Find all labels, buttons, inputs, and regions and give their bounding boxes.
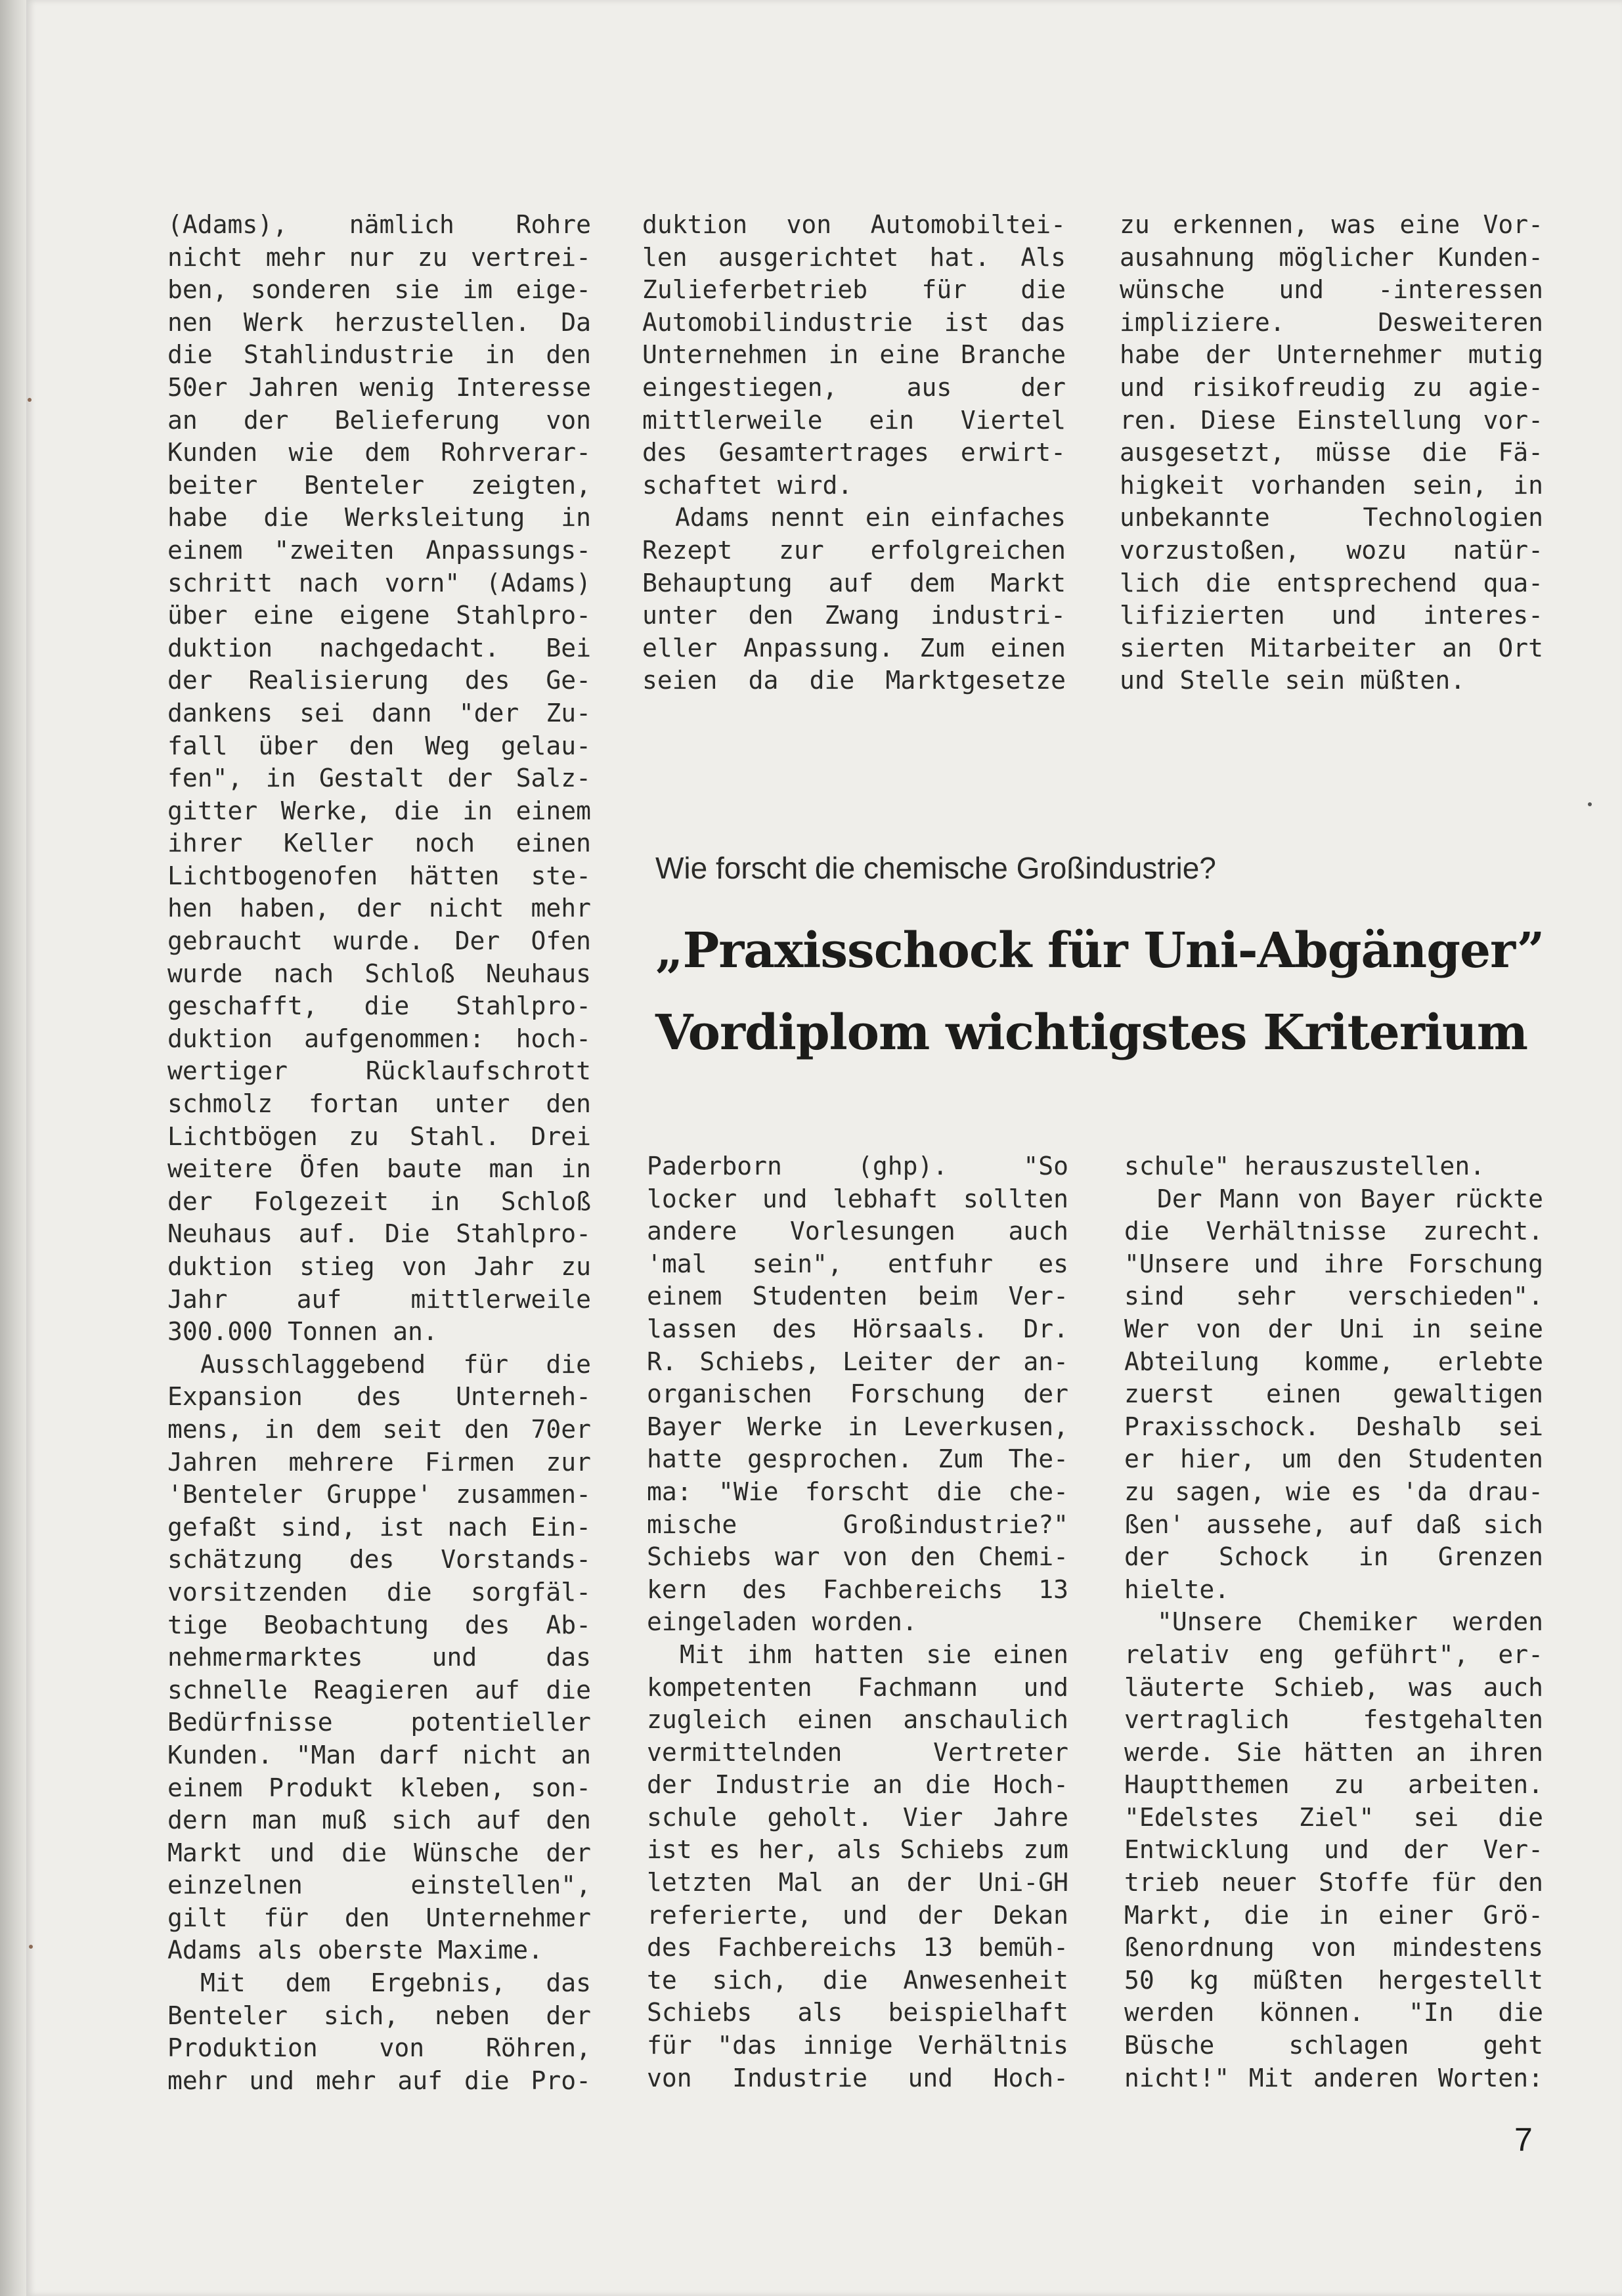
text-line: referierte, und der Dekan <box>647 1900 1068 1930</box>
text-line: Bayer Werke in Leverkusen, <box>647 1412 1068 1441</box>
text-line: die Verhältnisse zurecht. <box>1124 1217 1543 1246</box>
text-line: unbekannte Technologien <box>1120 503 1543 532</box>
text-line: Rezept zur erfolgreichen <box>642 535 1066 565</box>
text-line: Expansion des Unterneh- <box>167 1382 591 1412</box>
text-line: Lichtbogenofen hätten ste- <box>167 861 591 890</box>
text-line: vermittelnden Vertreter <box>647 1737 1068 1767</box>
text-line: werde. Sie hätten an ihren <box>1124 1737 1543 1767</box>
text-line: Markt und die Wünsche der <box>167 1838 591 1867</box>
text-line: 300.000 Tonnen an. <box>167 1317 438 1347</box>
text-line: Der Mann von Bayer rückte <box>1157 1184 1543 1213</box>
text-line: mittlerweile ein Viertel <box>642 405 1066 435</box>
text-line: impliziere. Desweiteren <box>1120 307 1543 337</box>
article-column-2 <box>1124 1150 1543 2094</box>
text-line: einzelnen einstellen", <box>167 1871 591 1900</box>
text-line: Paderborn (ghp). "So <box>647 1152 1068 1180</box>
text-line: Mit dem Ergebnis, das <box>200 1968 591 1998</box>
text-line: vorzustoßen, wozu natür- <box>1120 535 1543 565</box>
text-line: gebraucht wurde. Der Ofen <box>167 926 591 956</box>
text-line: lassen des Hörsaals. Dr. <box>647 1314 1068 1343</box>
text-line: gitter Werke, die in einem <box>167 796 591 825</box>
text-line: locker und lebhaft sollten <box>647 1184 1068 1213</box>
text-line: und Stelle sein müßten. <box>1120 666 1466 695</box>
text-line: gefaßt sind, ist nach Ein- <box>167 1512 591 1542</box>
text-line: für "das innige Verhältnis <box>647 2031 1068 2060</box>
text-line: Kunden. "Man darf nicht an <box>167 1740 591 1769</box>
text-line: wurde nach Schloß Neuhaus <box>167 959 591 988</box>
text-line: ausgesetzt, müsse die Fä- <box>1120 438 1543 467</box>
text-line: 'mal sein", entfuhr es <box>647 1249 1068 1278</box>
text-line: dankens sei dann "der Zu- <box>167 698 591 727</box>
text-line: "Unsere und ihre Forschung <box>1124 1249 1543 1278</box>
text-line: R. Schiebs, Leiter der an- <box>647 1347 1068 1376</box>
text-line: tige Beobachtung des Ab- <box>167 1610 591 1639</box>
text-line: gilt für den Unternehmer <box>167 1903 591 1932</box>
text-line: wünsche und -interessen <box>1120 275 1543 305</box>
text-line: einem Produkt kleben, son- <box>167 1773 591 1802</box>
text-line: organischen Forschung der <box>647 1379 1068 1409</box>
page-number: 7 <box>1514 2121 1533 2158</box>
text-line: Zulieferbetrieb für die <box>642 275 1066 305</box>
text-line: Produktion von Röhren, <box>167 2033 591 2063</box>
text-line: Jahren mehrere Firmen zur <box>167 1447 591 1477</box>
text-line: ßen' aussehe, auf daß sich <box>1124 1509 1543 1539</box>
text-line: schmolz fortan unter den <box>167 1089 591 1119</box>
text-line: Adams nennt ein einfaches <box>675 503 1066 532</box>
margin-speck <box>1588 802 1592 806</box>
text-line: Büsche schlagen geht <box>1124 2031 1543 2060</box>
text-line: nen Werk herzustellen. Da <box>167 307 591 337</box>
text-column-3 <box>1120 209 1543 697</box>
text-line: zu erkennen, was eine Vor- <box>1120 210 1543 239</box>
text-line: fen", in Gestalt der Salz- <box>167 764 591 793</box>
text-line: zugleich einen anschaulich <box>647 1705 1068 1735</box>
text-line: habe die Werksleitung in <box>167 503 591 532</box>
text-line: der Industrie an die Hoch- <box>647 1770 1068 1800</box>
text-line: der Realisierung des Ge- <box>167 666 591 695</box>
text-line: te sich, die Anwesenheit <box>647 1965 1068 1995</box>
text-line: des Gesamtertrages erwirt- <box>642 438 1066 467</box>
text-line: lifizierten und interes- <box>1120 601 1543 630</box>
text-line: Neuhaus auf. Die Stahlpro- <box>167 1219 591 1249</box>
text-line: eller Anpassung. Zum einen <box>642 633 1066 662</box>
text-line: schaftet wird. <box>642 470 853 500</box>
text-line: duktion stieg von Jahr zu <box>167 1252 591 1281</box>
text-line: einem "zweiten Anpassungs- <box>167 535 591 565</box>
text-column-2 <box>642 209 1066 697</box>
text-line: "Unsere Chemiker werden <box>1157 1607 1543 1637</box>
margin-speck <box>29 1945 33 1949</box>
text-line: eingestiegen, aus der <box>642 372 1066 402</box>
text-line: letzten Mal an der Uni-GH <box>647 1868 1068 1897</box>
text-line: duktion aufgenommen: hoch- <box>167 1024 591 1053</box>
text-line: Jahr auf mittlerweile <box>167 1284 591 1314</box>
text-line: andere Vorlesungen auch <box>647 1217 1068 1246</box>
text-line: seien da die Marktgesetze <box>642 666 1066 695</box>
text-line: ren. Diese Einstellung vor- <box>1120 405 1543 435</box>
text-line: kompetenten Fachmann und <box>647 1672 1068 1702</box>
text-line: Mit ihm hatten sie einen <box>680 1639 1068 1669</box>
text-line: ma: "Wie forscht die che- <box>647 1477 1068 1506</box>
text-line: einem Studenten beim Ver- <box>647 1282 1068 1311</box>
text-line: Behauptung auf dem Markt <box>642 568 1066 597</box>
text-line: vorsitzenden die sorgfäl- <box>167 1577 591 1607</box>
text-line: ihrer Keller noch einen <box>167 829 591 858</box>
text-line: ausahnung möglicher Kunden- <box>1120 242 1543 272</box>
article-kicker: Wie forscht die chemische Großindustrie? <box>655 851 1216 885</box>
text-line: schritt nach vorn" (Adams) <box>167 568 591 597</box>
text-line: "Edelstes Ziel" sei die <box>1124 1802 1543 1832</box>
text-line: zuerst einen gewaltigen <box>1124 1379 1543 1409</box>
text-line: hielte. <box>1124 1574 1230 1604</box>
text-line: Automobilindustrie ist das <box>642 307 1066 337</box>
text-line: ben, sonderen sie im eige- <box>167 275 591 305</box>
text-line: ßenordnung von mindestens <box>1124 1933 1543 1962</box>
text-line: wertiger Rücklaufschrott <box>167 1056 591 1086</box>
text-line: an der Belieferung von <box>167 405 591 435</box>
text-line: hatte gesprochen. Zum The- <box>647 1444 1068 1474</box>
text-line: sierten Mitarbeiter an Ort <box>1120 633 1543 662</box>
text-line: Entwicklung und der Ver- <box>1124 1835 1543 1865</box>
text-line: der Folgezeit in Schloß <box>167 1186 591 1216</box>
text-line: läuterte Schieb, was auch <box>1124 1672 1543 1702</box>
text-line: habe der Unternehmer mutig <box>1120 340 1543 370</box>
text-line: Abteilung komme, erlebte <box>1124 1347 1543 1376</box>
text-line: von Industrie und Hoch- <box>647 2063 1068 2092</box>
text-line: der Schock in Grenzen <box>1124 1542 1543 1572</box>
text-line: schnelle Reagieren auf die <box>167 1675 591 1704</box>
text-line: Ausschlaggebend für die <box>200 1349 591 1379</box>
text-line: mehr und mehr auf die Pro- <box>167 2066 591 2095</box>
text-line: Schiebs war von den Chemi- <box>647 1542 1068 1572</box>
text-line: Adams als oberste Maxime. <box>167 1936 543 1965</box>
text-line: dern man muß sich auf den <box>167 1806 591 1835</box>
text-line: Bedürfnisse potentieller <box>167 1708 591 1737</box>
text-line: Schiebs als beispielhaft <box>647 1998 1068 2027</box>
text-line: relativ eng geführt", er- <box>1124 1639 1543 1669</box>
text-line: Kunden wie dem Rohrverar- <box>167 438 591 467</box>
text-line: geschafft, die Stahlpro- <box>167 991 591 1021</box>
text-line: Unternehmen in eine Branche <box>642 340 1066 370</box>
text-line: nicht!" Mit anderen Worten: <box>1124 2063 1543 2092</box>
text-line: Hauptthemen zu arbeiten. <box>1124 1770 1543 1800</box>
text-line: trieb neuer Stoffe für den <box>1124 1868 1543 1897</box>
article-subheadline: Vordiplom wichtigstes Kriterium <box>655 1005 1528 1061</box>
text-line: hen haben, der nicht mehr <box>167 894 591 923</box>
article-headline: „Praxisschock für Uni-Abgänger” <box>655 922 1545 979</box>
text-line: über eine eigene Stahlpro- <box>167 601 591 630</box>
text-line: nehmermarktes und das <box>167 1643 591 1672</box>
text-line: werden können. "In die <box>1124 1998 1543 2027</box>
text-line: zu sagen, wie es 'da drau- <box>1124 1477 1543 1506</box>
text-line: schule" herauszustellen. <box>1124 1152 1485 1180</box>
text-line: duktion von Automobiltei- <box>642 210 1066 239</box>
text-line: Lichtbögen zu Stahl. Drei <box>167 1121 591 1151</box>
text-line: Markt, die in einer Grö- <box>1124 1900 1543 1930</box>
text-line: kern des Fachbereichs 13 <box>647 1574 1068 1604</box>
text-line: weitere Öfen baute man in <box>167 1154 591 1184</box>
text-line: sind sehr verschieden". <box>1124 1282 1543 1311</box>
text-line: Wer von der Uni in seine <box>1124 1314 1543 1343</box>
text-line: mens, in dem seit den 70er <box>167 1414 591 1444</box>
text-line: nicht mehr nur zu vertrei- <box>167 242 591 272</box>
text-line: Benteler sich, neben der <box>167 2001 591 2030</box>
text-line: 50 kg müßten hergestellt <box>1124 1965 1543 1995</box>
text-line: eingeladen worden. <box>647 1607 917 1637</box>
text-line: fall über den Weg gelau- <box>167 731 591 760</box>
text-line: 'Benteler Gruppe' zusammen- <box>167 1480 591 1509</box>
text-line: lich die entsprechend qua- <box>1120 568 1543 597</box>
text-line: schule geholt. Vier Jahre <box>647 1802 1068 1832</box>
text-line: er hier, um den Studenten <box>1124 1444 1543 1474</box>
article-column-1 <box>647 1150 1068 2094</box>
text-line: schätzung des Vorstands- <box>167 1545 591 1574</box>
text-line: beiter Benteler zeigten, <box>167 470 591 500</box>
text-line: ist es her, als Schiebs zum <box>647 1835 1068 1865</box>
text-line: unter den Zwang industri- <box>642 601 1066 630</box>
text-line: duktion nachgedacht. Bei <box>167 633 591 662</box>
page-binding <box>0 0 26 2296</box>
text-line: des Fachbereichs 13 bemüh- <box>647 1933 1068 1962</box>
text-line: mische Großindustrie?" <box>647 1509 1068 1539</box>
text-line: die Stahlindustrie in den <box>167 340 591 370</box>
text-column-1 <box>167 209 591 2097</box>
text-line: Praxisschock. Deshalb sei <box>1124 1412 1543 1441</box>
margin-speck <box>28 398 32 402</box>
text-line: vertraglich festgehalten <box>1124 1705 1543 1735</box>
text-line: (Adams), nämlich Rohre <box>167 210 591 239</box>
text-line: higkeit vorhanden sein, in <box>1120 470 1543 500</box>
text-line: 50er Jahren wenig Interesse <box>167 372 591 402</box>
text-line: und risikofreudig zu agie- <box>1120 372 1543 402</box>
text-line: len ausgerichtet hat. Als <box>642 242 1066 272</box>
